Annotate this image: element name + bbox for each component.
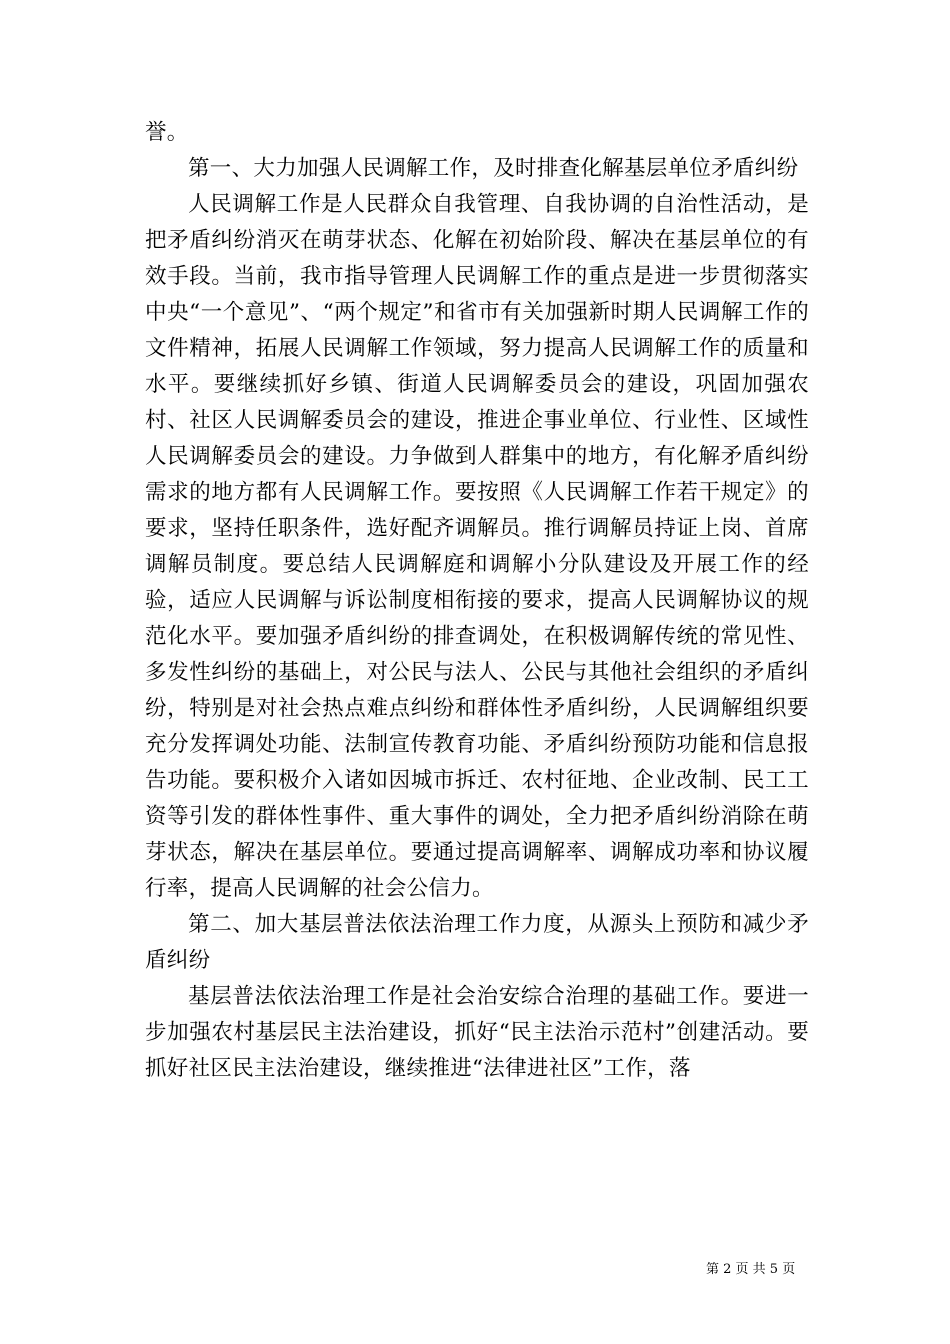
paragraph-legal-governance: 基层普法依法治理工作是社会治安综合治理的基础工作。要进一步加强农村基层民主法治建设，抓好“民主法治示范村”创建活动。要抓好社区民主法治建设，继续推进“法律进社区”工作，落 <box>145 984 809 1081</box>
section-heading-two: 第二、加大基层普法依法治理工作力度，从源头上预防和减少矛盾纠纷 <box>145 912 809 973</box>
paragraph-continuation: 誉。 <box>145 120 189 145</box>
paragraph-people-mediation: 人民调解工作是人民群众自我管理、自我协调的自治性活动，是把矛盾纠纷消灭在萌芽状态、化解在初始阶段、解决在基层单位的有效手段。当前，我市指导管理人民调解工作的重点是进一步贯彻落实中央“一个意见”、“两个规定”和省市有关加强新时期人民调解工作的文件精神，拓展人民调解工作领域，努力提高人民调解工作的质量和水平。要继续抓好乡镇、街道人民调解委员会的建设，巩固加强农村、社区人民调解委员会的建设，推进企事业单位、行业性、区域性人民调解委员会的建设。力争做到人群集中的地方，有化解矛盾纠纷需求的地方都有人民调解工作。要按照《人民调解工作若干规定》的要求，坚持任职条件，选好配齐调解员。推行调解员持证上岗、首席调解员制度。要总结人民调解庭和调解小分队建设及开展工作的经验，适应人民调解与诉讼制度相衔接的要求，提高人民调解协议的规范化水平。要加强矛盾纠纷的排查调处，在积极调解传统的常见性、多发性纠纷的基础上，对公民与法人、公民与其他社会组织的矛盾纠纷，特别是对社会热点难点纠纷和群体性矛盾纠纷，人民调解组织要充分发挥调处功能、法制宣传教育功能、矛盾纠纷预防功能和信息报告功能。要积极介入诸如因城市拆迁、农村征地、企业改制、民工工资等引发的群体性事件、重大事件的调处，全力把矛盾纠纷消除在萌芽状态，解决在基层单位。要通过提高调解率、调解成功率和协议履行率，提高人民调解的社会公信力。 <box>145 192 809 901</box>
document-body <box>145 115 809 1087</box>
page-number-footer: 第 2 页 共 5 页 <box>706 1262 796 1277</box>
section-heading-one: 第一、大力加强人民调解工作，及时排查化解基层单位矛盾纠纷 <box>188 156 799 181</box>
